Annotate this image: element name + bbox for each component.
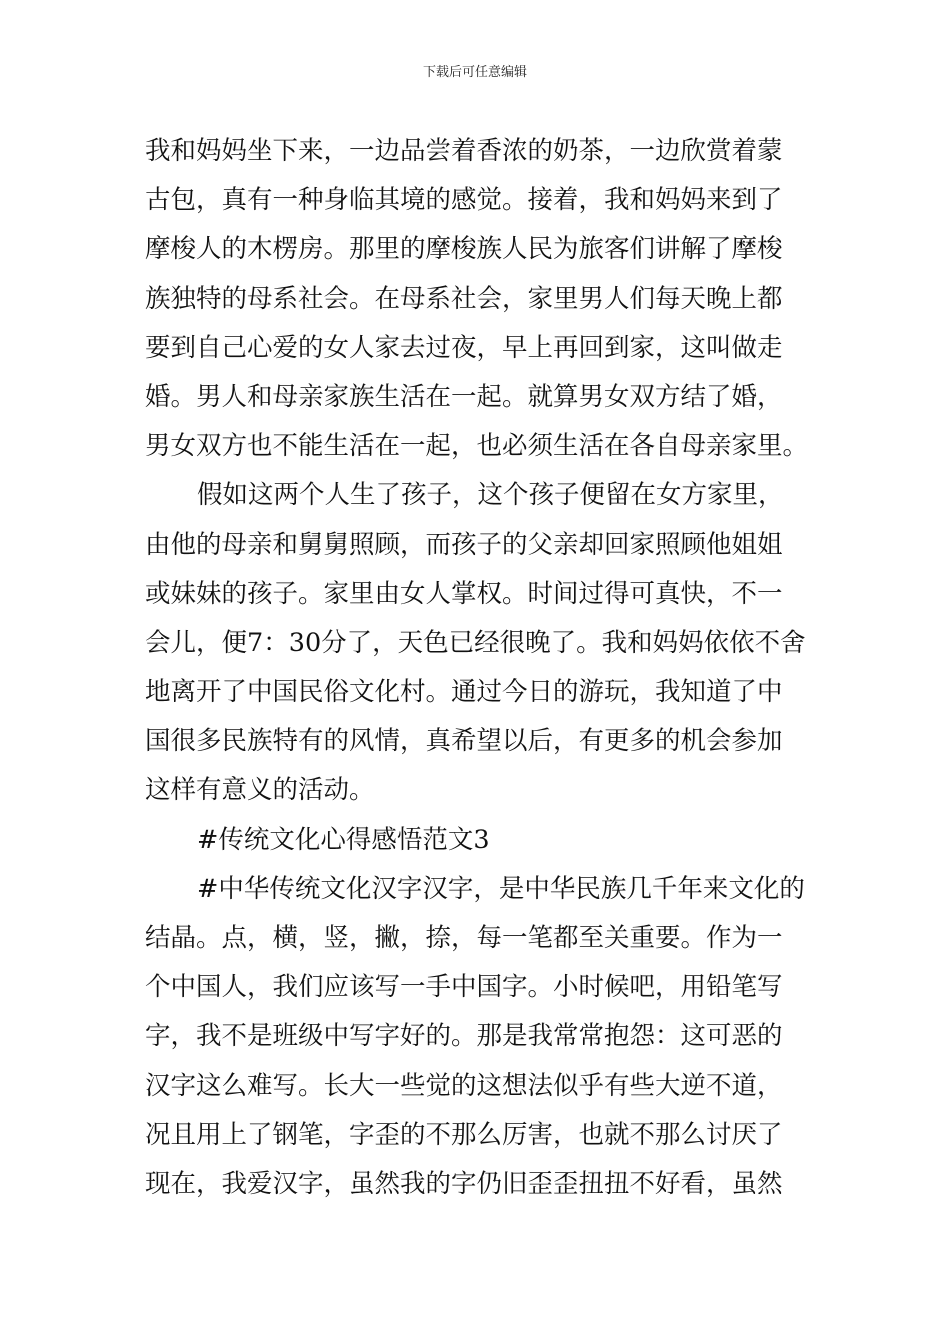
paragraph-first-line: 假如这两个人生了孩子，这个孩子便留在女方家里， bbox=[197, 480, 784, 511]
text-line: 或妹妹的孩子。家里由女人掌权。时间过得可真快，不一 bbox=[145, 578, 783, 609]
text-line: 要到自己心爱的女人家去过夜，早上再回到家，这叫做走 bbox=[145, 332, 783, 363]
text-line: 我和妈妈坐下来，一边品尝着香浓的奶茶，一边欣赏着蒙 bbox=[145, 136, 783, 166]
text-line: 会儿，便7：30分了，天色已经很晚了。我和妈妈依依不舍 bbox=[145, 627, 806, 658]
text-line: 族独特的母系社会。在母系社会，家里男人们每天晚上都 bbox=[145, 283, 783, 314]
text-line: 况且用上了钢笔，字歪的不那么厉害，也就不那么讨厌了 bbox=[145, 1119, 783, 1150]
text-line: 婚。男人和母亲家族生活在一起。就算男女双方结了婚， bbox=[145, 381, 783, 412]
text-line: 地离开了中国民俗文化村。通过今日的游玩，我知道了中 bbox=[145, 677, 783, 708]
section-heading: #传统文化心得感悟范文3 bbox=[197, 824, 490, 855]
text-line: 由他的母亲和舅舅照顾，而孩子的父亲却回家照顾他姐姐 bbox=[145, 529, 783, 560]
text-line: 个中国人，我们应该写一手中国字。小时候吧，用铅笔写 bbox=[145, 972, 783, 1003]
paragraph-first-line: #中华传统文化汉字汉字，是中华民族几千年来文化的 bbox=[197, 873, 805, 904]
text-line: 古包，真有一种身临其境的感觉。接着，我和妈妈来到了 bbox=[145, 185, 783, 216]
text-line: 摩梭人的木楞房。那里的摩梭族人民为旅客们讲解了摩梭 bbox=[145, 234, 783, 265]
text-line: 国很多民族特有的风情，真希望以后，有更多的机会参加 bbox=[145, 726, 783, 757]
text-line: 汉字这么难写。长大一些觉的这想法似乎有些大逆不道， bbox=[145, 1070, 783, 1101]
text-line: 男女双方也不能生活在一起，也必须生活在各自母亲家里。 bbox=[145, 431, 809, 462]
page-header: 下载后可任意编辑 bbox=[422, 65, 527, 80]
text-line: 结晶。点，横，竖，撇，捺，每一笔都至关重要。作为一 bbox=[145, 923, 783, 953]
text-line: 这样有意义的活动。 bbox=[145, 775, 375, 806]
document-body bbox=[145, 127, 810, 1209]
text-line: 现在，我爱汉字，虽然我的字仍旧歪歪扭扭不好看，虽然 bbox=[145, 1168, 783, 1199]
text-line: 字，我不是班级中写字好的。那是我常常抱怨：这可恶的 bbox=[145, 1021, 783, 1052]
